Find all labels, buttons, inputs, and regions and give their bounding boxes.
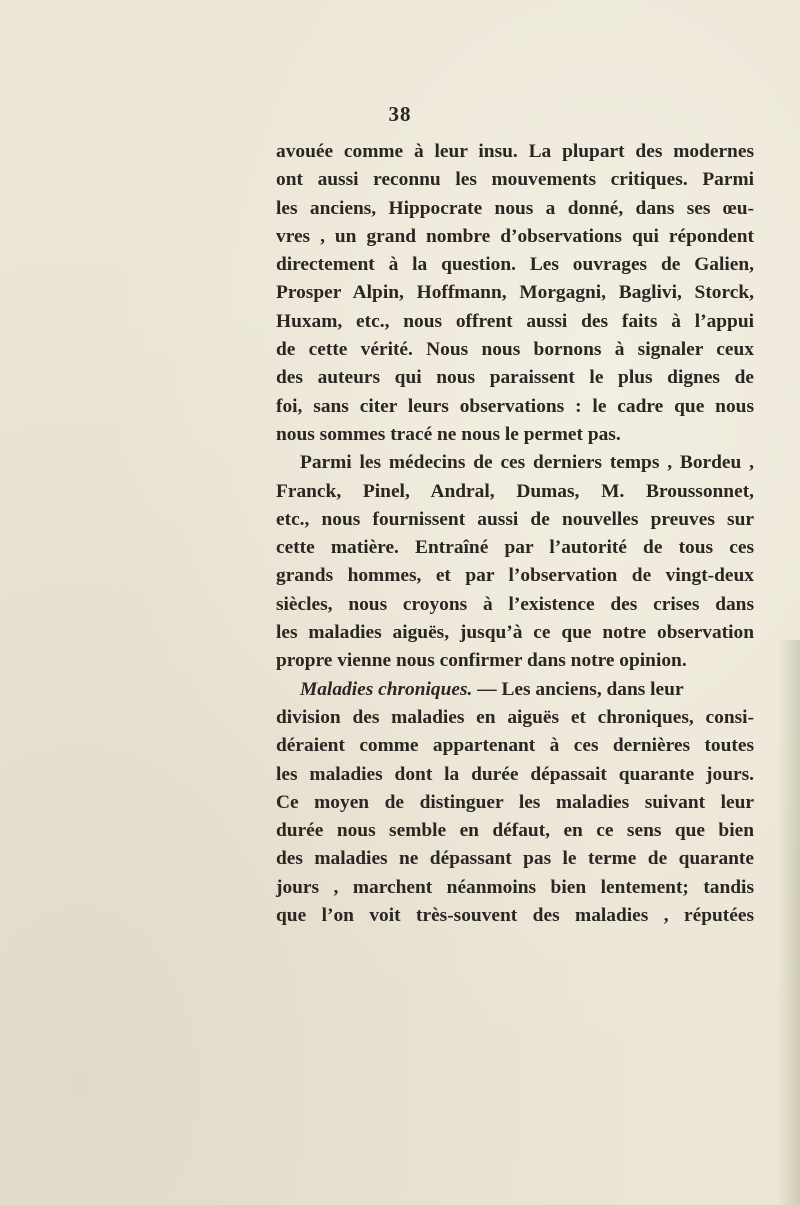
text-line: grands hommes, et par l’observation de vingt-deux: [276, 565, 754, 587]
text-line: Huxam, etc., nous offrent aussi des faits à l’appui: [276, 310, 754, 332]
text-line: durée nous semble en défaut, en ce sens que bien: [276, 820, 754, 842]
text-line: directement à la question. Les ouvrages de Galien,: [276, 254, 754, 276]
text-line-subsection: [276, 676, 754, 704]
text-line: les anciens, Hippocrate nous a donné, dans ses œu-: [276, 197, 754, 219]
body-text: [276, 138, 754, 930]
subsection-heading: Maladies chroniques.: [300, 678, 473, 700]
text-line: avouée comme à leur insu. La plupart des modernes: [276, 141, 754, 162]
text-line: Ce moyen de distinguer les maladies suivant leur: [276, 791, 754, 813]
text-line: de cette vérité. Nous nous bornons à signaler ceux: [276, 339, 754, 361]
page-number: 38: [388, 102, 412, 126]
text-line: division des maladies en aiguës et chroniques, consi-: [276, 706, 754, 728]
text-line: Prosper Alpin, Hoffmann, Morgagni, Baglivi, Storck,: [276, 282, 754, 304]
text-line: vres , un grand nombre d’observations qui répondent: [276, 225, 754, 247]
text-line: ont aussi reconnu les mouvements critiques. Parmi: [276, 169, 754, 191]
text-line: foi, sans citer leurs observations : le cadre que nous: [276, 395, 754, 417]
text-line: cette matière. Entraîné par l’autorité de tous ces: [276, 537, 754, 559]
text-line: des auteurs qui nous paraissent le plus dignes de: [276, 367, 754, 389]
text-line: propre vienne nous confirmer dans notre opinion.: [276, 650, 687, 672]
text-line: etc., nous fournissent aussi de nouvelles preuves sur: [276, 508, 754, 530]
text-line: déraient comme appartenant à ces dernières toutes: [276, 735, 754, 757]
text-line: les maladies aiguës, jusqu’à ce que notre observation: [276, 622, 754, 644]
text-line: des maladies ne dépassant pas le terme de quarante: [276, 848, 754, 870]
text-line: que l’on voit très-souvent des maladies , réputées: [276, 905, 754, 927]
subsection-lead: — Les anciens, dans leur: [472, 678, 684, 700]
text-line: nous sommes tracé ne nous le permet pas.: [276, 423, 621, 445]
text-line: Franck, Pinel, Andral, Dumas, M. Broussonnet,: [276, 480, 754, 502]
text-line: jours , marchent néanmoins bien lentement; tandis: [276, 876, 754, 898]
page-edge-stain: [778, 640, 800, 1205]
text-line: Parmi les médecins de ces derniers temps , Bordeu ,: [300, 452, 754, 474]
text-line: siècles, nous croyons à l’existence des crises dans: [276, 593, 754, 615]
text-line: les maladies dont la durée dépassait quarante jours.: [276, 763, 754, 785]
